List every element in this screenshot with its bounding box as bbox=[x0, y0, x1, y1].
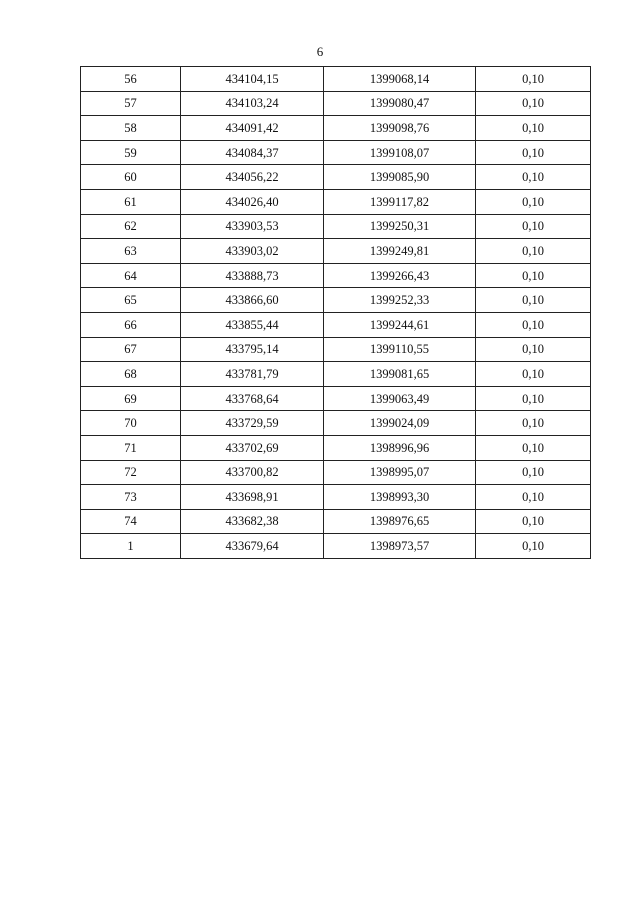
point-number-cell: 60 bbox=[81, 165, 181, 190]
x-coordinate-cell: 433700,82 bbox=[181, 460, 324, 485]
accuracy-cell: 0,10 bbox=[476, 91, 591, 116]
y-coordinate-cell: 1399085,90 bbox=[324, 165, 476, 190]
x-coordinate-cell: 433781,79 bbox=[181, 362, 324, 387]
table-row bbox=[81, 435, 591, 460]
x-coordinate-cell: 434091,42 bbox=[181, 116, 324, 141]
accuracy-cell: 0,10 bbox=[476, 386, 591, 411]
y-coordinate-cell: 1399244,61 bbox=[324, 312, 476, 337]
x-coordinate-cell: 434104,15 bbox=[181, 67, 324, 92]
y-coordinate-cell: 1398973,57 bbox=[324, 534, 476, 559]
table-row bbox=[81, 411, 591, 436]
point-number-cell: 59 bbox=[81, 140, 181, 165]
table-row bbox=[81, 239, 591, 264]
y-coordinate-cell: 1399266,43 bbox=[324, 263, 476, 288]
table-row bbox=[81, 116, 591, 141]
accuracy-cell: 0,10 bbox=[476, 435, 591, 460]
x-coordinate-cell: 433855,44 bbox=[181, 312, 324, 337]
x-coordinate-cell: 433903,53 bbox=[181, 214, 324, 239]
table-row bbox=[81, 485, 591, 510]
point-number-cell: 74 bbox=[81, 509, 181, 534]
y-coordinate-cell: 1399063,49 bbox=[324, 386, 476, 411]
table-row bbox=[81, 386, 591, 411]
accuracy-cell: 0,10 bbox=[476, 67, 591, 92]
point-number-cell: 66 bbox=[81, 312, 181, 337]
table-row bbox=[81, 214, 591, 239]
page-number: 6 bbox=[316, 44, 324, 59]
x-coordinate-cell: 433866,60 bbox=[181, 288, 324, 313]
table-row bbox=[81, 263, 591, 288]
point-number-cell: 72 bbox=[81, 460, 181, 485]
coordinates-table bbox=[80, 66, 591, 559]
accuracy-cell: 0,10 bbox=[476, 288, 591, 313]
accuracy-cell: 0,10 bbox=[476, 239, 591, 264]
x-coordinate-cell: 433903,02 bbox=[181, 239, 324, 264]
table-row bbox=[81, 362, 591, 387]
point-number-cell: 70 bbox=[81, 411, 181, 436]
y-coordinate-cell: 1398996,96 bbox=[324, 435, 476, 460]
coordinates-table-body bbox=[81, 67, 591, 559]
point-number-cell: 67 bbox=[81, 337, 181, 362]
point-number-cell: 62 bbox=[81, 214, 181, 239]
x-coordinate-cell: 433729,59 bbox=[181, 411, 324, 436]
point-number-cell: 57 bbox=[81, 91, 181, 116]
accuracy-cell: 0,10 bbox=[476, 460, 591, 485]
y-coordinate-cell: 1399249,81 bbox=[324, 239, 476, 264]
table-row bbox=[81, 91, 591, 116]
x-coordinate-cell: 433768,64 bbox=[181, 386, 324, 411]
accuracy-cell: 0,10 bbox=[476, 214, 591, 239]
x-coordinate-cell: 433679,64 bbox=[181, 534, 324, 559]
accuracy-cell: 0,10 bbox=[476, 165, 591, 190]
accuracy-cell: 0,10 bbox=[476, 312, 591, 337]
point-number-cell: 69 bbox=[81, 386, 181, 411]
accuracy-cell: 0,10 bbox=[476, 263, 591, 288]
y-coordinate-cell: 1399250,31 bbox=[324, 214, 476, 239]
y-coordinate-cell: 1399252,33 bbox=[324, 288, 476, 313]
accuracy-cell: 0,10 bbox=[476, 509, 591, 534]
table-row bbox=[81, 140, 591, 165]
point-number-cell: 73 bbox=[81, 485, 181, 510]
accuracy-cell: 0,10 bbox=[476, 485, 591, 510]
accuracy-cell: 0,10 bbox=[476, 140, 591, 165]
table-row bbox=[81, 165, 591, 190]
point-number-cell: 58 bbox=[81, 116, 181, 141]
point-number-cell: 71 bbox=[81, 435, 181, 460]
y-coordinate-cell: 1398976,65 bbox=[324, 509, 476, 534]
x-coordinate-cell: 433702,69 bbox=[181, 435, 324, 460]
y-coordinate-cell: 1399117,82 bbox=[324, 189, 476, 214]
accuracy-cell: 0,10 bbox=[476, 116, 591, 141]
y-coordinate-cell: 1399108,07 bbox=[324, 140, 476, 165]
x-coordinate-cell: 433682,38 bbox=[181, 509, 324, 534]
x-coordinate-cell: 433698,91 bbox=[181, 485, 324, 510]
point-number-cell: 64 bbox=[81, 263, 181, 288]
y-coordinate-cell: 1398995,07 bbox=[324, 460, 476, 485]
point-number-cell: 1 bbox=[81, 534, 181, 559]
table-row bbox=[81, 67, 591, 92]
y-coordinate-cell: 1399080,47 bbox=[324, 91, 476, 116]
y-coordinate-cell: 1399081,65 bbox=[324, 362, 476, 387]
table-row bbox=[81, 509, 591, 534]
x-coordinate-cell: 433888,73 bbox=[181, 263, 324, 288]
point-number-cell: 68 bbox=[81, 362, 181, 387]
x-coordinate-cell: 434026,40 bbox=[181, 189, 324, 214]
y-coordinate-cell: 1399110,55 bbox=[324, 337, 476, 362]
y-coordinate-cell: 1399068,14 bbox=[324, 67, 476, 92]
accuracy-cell: 0,10 bbox=[476, 411, 591, 436]
table-row bbox=[81, 189, 591, 214]
x-coordinate-cell: 434056,22 bbox=[181, 165, 324, 190]
point-number-cell: 56 bbox=[81, 67, 181, 92]
accuracy-cell: 0,10 bbox=[476, 337, 591, 362]
point-number-cell: 61 bbox=[81, 189, 181, 214]
y-coordinate-cell: 1399098,76 bbox=[324, 116, 476, 141]
accuracy-cell: 0,10 bbox=[476, 189, 591, 214]
accuracy-cell: 0,10 bbox=[476, 534, 591, 559]
y-coordinate-cell: 1398993,30 bbox=[324, 485, 476, 510]
table-row bbox=[81, 337, 591, 362]
accuracy-cell: 0,10 bbox=[476, 362, 591, 387]
x-coordinate-cell: 434084,37 bbox=[181, 140, 324, 165]
point-number-cell: 65 bbox=[81, 288, 181, 313]
x-coordinate-cell: 434103,24 bbox=[181, 91, 324, 116]
y-coordinate-cell: 1399024,09 bbox=[324, 411, 476, 436]
table-row bbox=[81, 460, 591, 485]
x-coordinate-cell: 433795,14 bbox=[181, 337, 324, 362]
table-row bbox=[81, 534, 591, 559]
table-row bbox=[81, 312, 591, 337]
table-row bbox=[81, 288, 591, 313]
point-number-cell: 63 bbox=[81, 239, 181, 264]
